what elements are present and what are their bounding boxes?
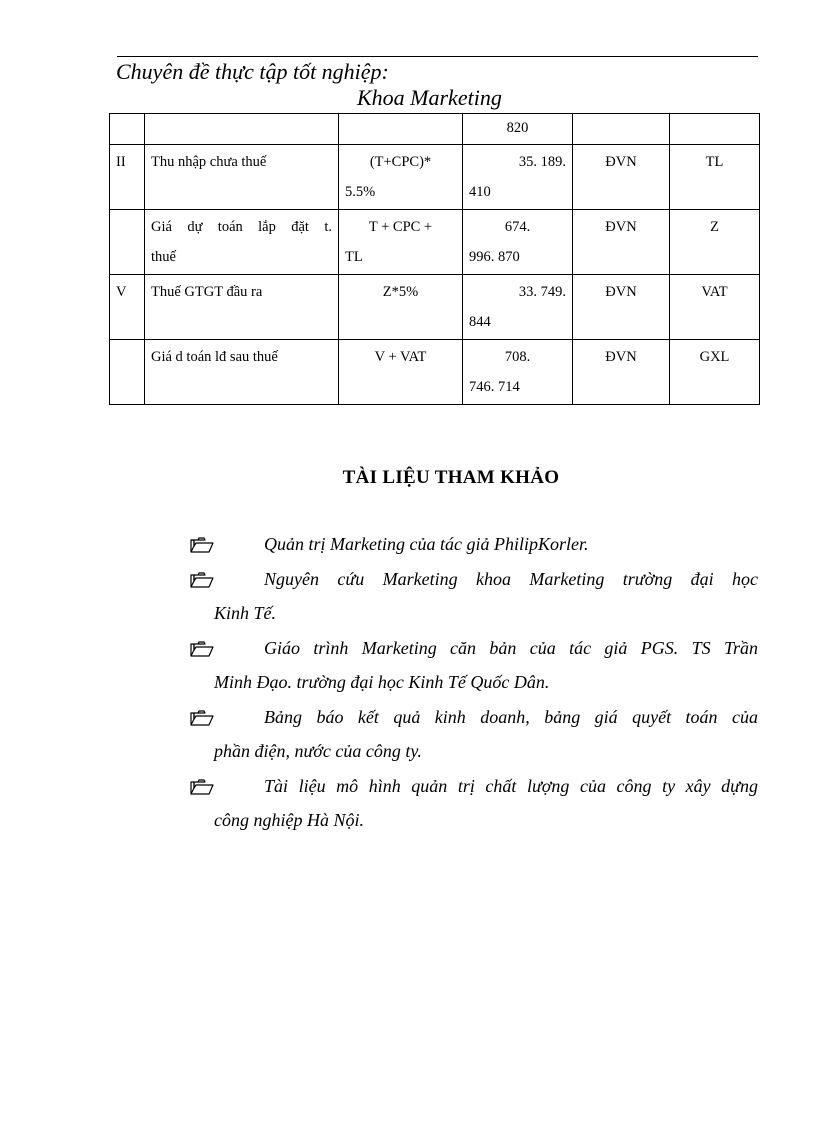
formula-line: V + VAT	[374, 349, 427, 365]
table-row	[110, 275, 760, 340]
value-line: 844	[469, 314, 491, 330]
reference-text: Nguyên cứu Marketing khoa Marketing trường đại học	[264, 568, 758, 589]
value-line: 410	[469, 184, 491, 200]
list-item	[190, 631, 758, 700]
formula-line: 5.5%	[345, 184, 376, 200]
cell-value	[463, 340, 573, 405]
cell-formula	[339, 114, 463, 145]
formula-line: TL	[345, 249, 363, 265]
cell-value	[463, 145, 573, 210]
list-item	[190, 700, 758, 769]
cell-stt	[110, 340, 145, 405]
reference-text-cont: Minh Đạo. trường đại học Kinh Tế Quốc Dân.	[214, 672, 550, 692]
cell-unit	[573, 114, 670, 145]
cell-stt: II	[110, 145, 145, 210]
cell-item: Thuế GTGT đầu ra	[145, 275, 339, 340]
reference-text: Tài liệu mô hình quản trị chất lượng của công ty xây dựng	[264, 775, 758, 796]
cell-stt	[110, 114, 145, 145]
folder-icon	[190, 527, 218, 562]
reference-text: Quản trị Marketing của tác giả PhilipKorler.	[264, 534, 589, 554]
cell-value	[463, 210, 573, 275]
value-line: 35. 189.	[518, 154, 566, 170]
reference-text: Giáo trình Marketing căn bản của tác giả PGS. TS Trần	[264, 637, 758, 658]
cell-item	[145, 210, 339, 275]
reference-text: Bảng báo kết quả kinh doanh, bảng giá quyết toán của	[264, 706, 758, 727]
cell-symbol	[670, 114, 760, 145]
value-line: 746. 714	[469, 379, 520, 395]
cell-unit: ĐVN	[573, 210, 670, 275]
formula-line: (T+CPC)*	[369, 154, 432, 170]
cell-symbol: Z	[670, 210, 760, 275]
cell-value	[463, 275, 573, 340]
table-row	[110, 114, 760, 145]
list-item	[190, 769, 758, 838]
cell-item	[145, 114, 339, 145]
item-line: thuế	[151, 249, 176, 265]
item-line: Giá dự toán lắp đặt t.	[151, 219, 332, 235]
cell-symbol: VAT	[670, 275, 760, 340]
reference-text-cont: phần điện, nước của công ty.	[214, 741, 422, 761]
cell-symbol: TL	[670, 145, 760, 210]
value-line: 674.	[504, 219, 531, 235]
cell-stt	[110, 210, 145, 275]
reference-text-cont: Kinh Tế.	[214, 603, 277, 623]
list-item	[190, 527, 758, 562]
cell-formula	[339, 145, 463, 210]
cell-value: 820	[463, 114, 573, 145]
table-row	[110, 210, 760, 275]
formula-line: T + CPC +	[368, 219, 433, 235]
cell-unit: ĐVN	[573, 340, 670, 405]
cell-symbol: GXL	[670, 340, 760, 405]
header-rule	[117, 56, 758, 57]
cost-estimate-table	[109, 113, 760, 405]
cell-formula	[339, 275, 463, 340]
value-line: 33. 749.	[518, 284, 566, 300]
value-line: 996. 870	[469, 249, 520, 265]
table-row	[110, 145, 760, 210]
cell-stt: V	[110, 275, 145, 340]
header-course-title: Chuyên đề thực tập tốt nghiệp:	[116, 59, 389, 84]
cell-unit: ĐVN	[573, 275, 670, 340]
cell-formula	[339, 340, 463, 405]
references-title: TÀI LIỆU THAM KHẢO	[342, 467, 560, 488]
cell-unit: ĐVN	[573, 145, 670, 210]
cell-formula	[339, 210, 463, 275]
value-line: 708.	[504, 349, 531, 365]
table-row	[110, 340, 760, 405]
list-item	[190, 562, 758, 631]
cell-item: Giá d toán lđ sau thuế	[145, 340, 339, 405]
formula-line: Z*5%	[382, 284, 419, 300]
references-list	[190, 527, 758, 838]
cell-item: Thu nhập chưa thuế	[145, 145, 339, 210]
header-department: Khoa Marketing	[357, 85, 502, 110]
reference-text-cont: công nghiệp Hà Nội.	[214, 810, 364, 830]
